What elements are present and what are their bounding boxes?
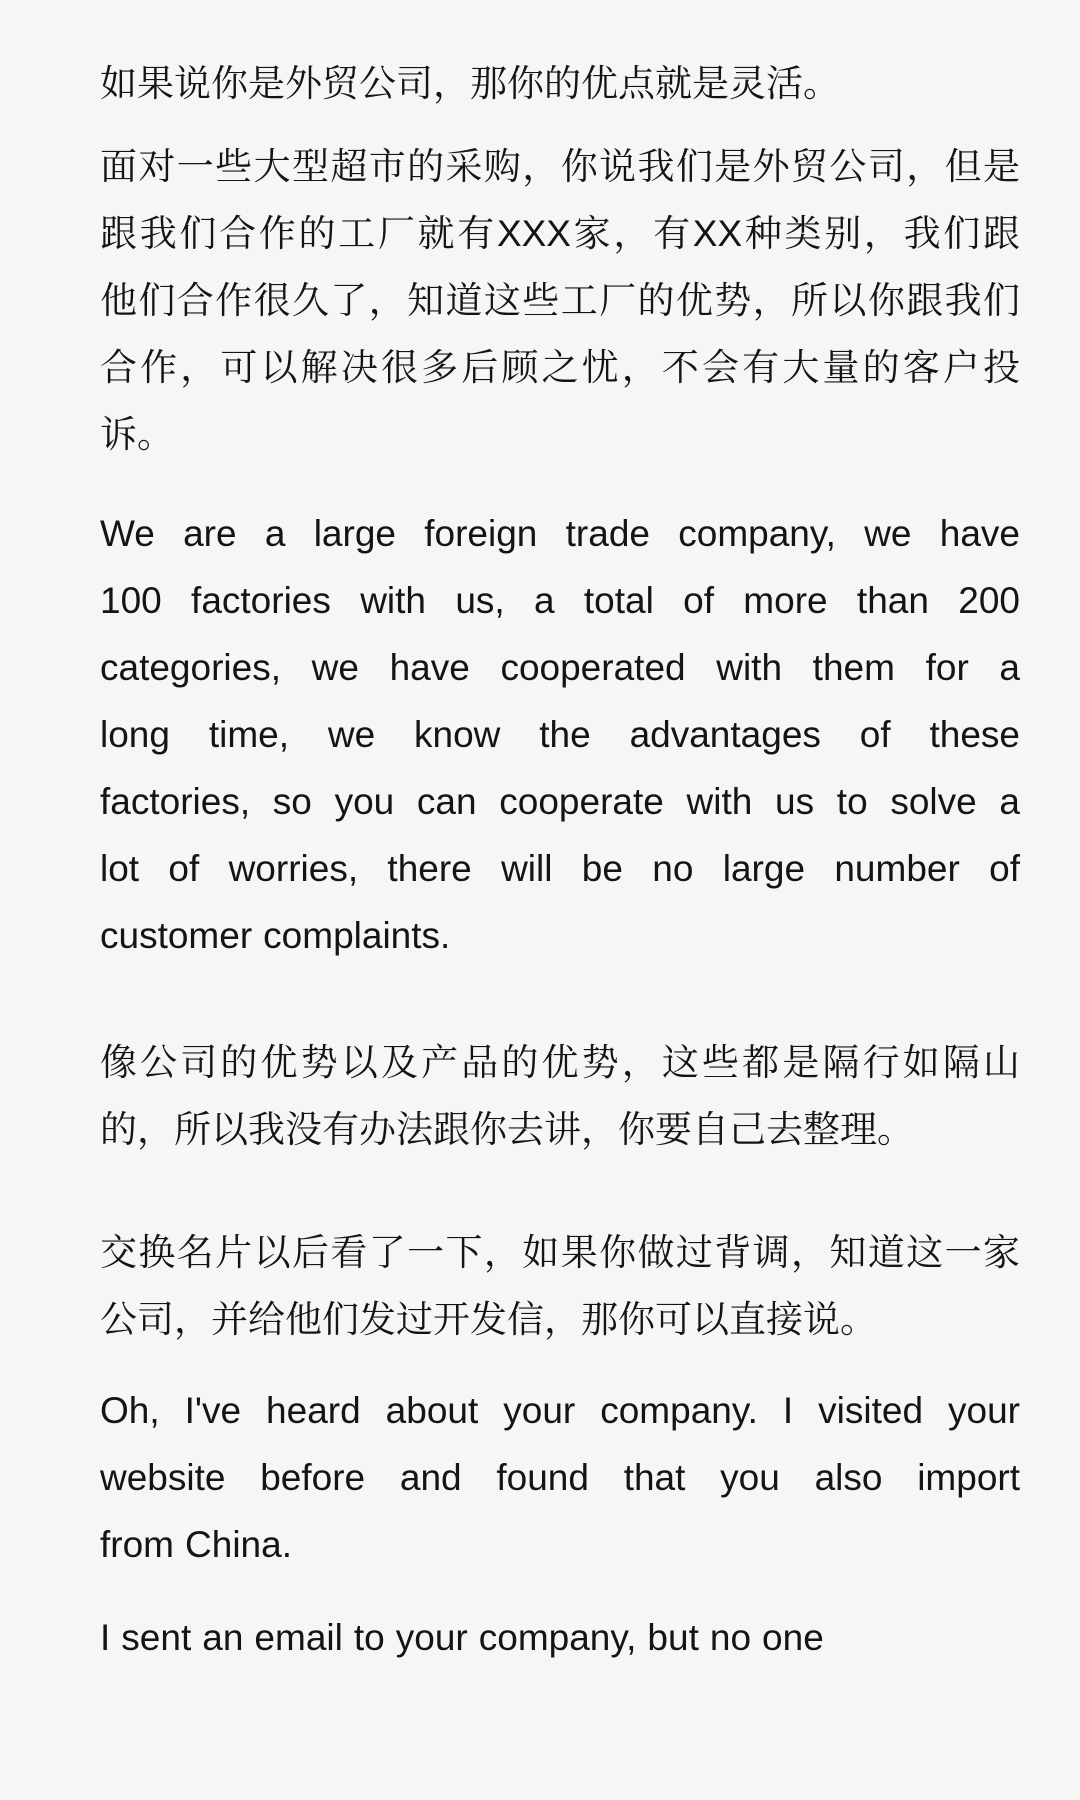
- paragraph: [100, 500, 1020, 969]
- text-line: 的，所以我没有办法跟你去讲，你要自己去整理。: [100, 1109, 914, 1150]
- text-line: 合作，可以解决很多后顾之忧，不会有大量的客户投: [100, 347, 1020, 388]
- text-line: from China.: [100, 1524, 292, 1565]
- paragraph: [100, 1377, 1020, 1578]
- text-line: 像公司的优势以及产品的优势，这些都是隔行如隔山: [100, 1042, 1020, 1083]
- paragraph: [100, 1029, 1020, 1163]
- text-line: I sent an email to your company, but no one: [100, 1617, 824, 1658]
- text-line: factories, so you can cooperate with us to solve a: [100, 781, 1020, 822]
- text-line: 诉。: [100, 414, 174, 455]
- text-line: 公司，并给他们发过开发信，那你可以直接说。: [100, 1299, 877, 1340]
- text-line: categories, we have cooperated with them for a: [100, 647, 1020, 688]
- paragraph: [100, 133, 1020, 468]
- text-line: 面对一些大型超市的采购，你说我们是外贸公司，但是: [100, 146, 1020, 187]
- text-line: long time, we know the advantages of these: [100, 714, 1020, 755]
- paragraph: [100, 50, 1020, 117]
- text-line: Oh, I've heard about your company. I visited your: [100, 1390, 1020, 1431]
- paragraph: [100, 1219, 1020, 1353]
- text-line: We are a large foreign trade company, we have: [100, 513, 1020, 554]
- text-line: website before and found that you also import: [100, 1457, 1020, 1498]
- text-line: 如果说你是外贸公司，那你的优点就是灵活。: [100, 63, 840, 104]
- text-line: 交换名片以后看了一下，如果你做过背调，知道这一家: [100, 1232, 1020, 1273]
- text-line: lot of worries, there will be no large number of: [100, 848, 1020, 889]
- text-line: 他们合作很久了，知道这些工厂的优势，所以你跟我们: [100, 280, 1020, 321]
- text-line: customer complaints.: [100, 915, 451, 956]
- text-line: 跟我们合作的工厂就有XXX家，有XX种类别，我们跟: [100, 213, 1020, 254]
- paragraph: [100, 1604, 1020, 1671]
- text-line: 100 factories with us, a total of more than 200: [100, 580, 1020, 621]
